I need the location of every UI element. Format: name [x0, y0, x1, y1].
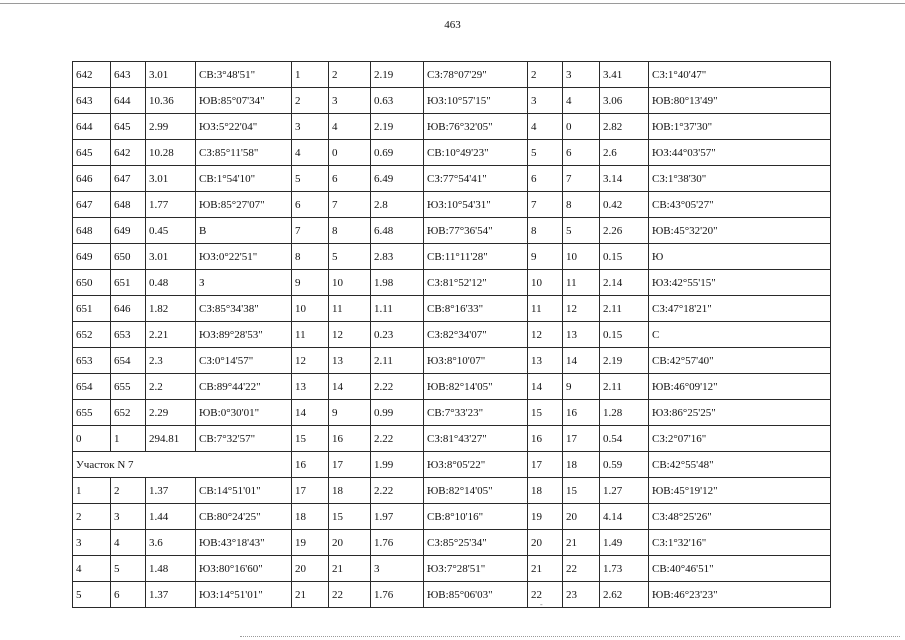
table-row: [73, 400, 831, 426]
table-cell: 0.23: [371, 322, 424, 348]
table-cell: 649: [111, 218, 146, 244]
table-cell: 2.8: [371, 192, 424, 218]
table-cell: 2.22: [371, 478, 424, 504]
table-cell: 13: [292, 374, 329, 400]
table-cell: 7: [528, 192, 563, 218]
table-cell: 7: [563, 166, 600, 192]
table-cell: 644: [73, 114, 111, 140]
bottom-rule: [240, 636, 900, 637]
table-cell: 643: [73, 88, 111, 114]
table-cell: 11: [528, 296, 563, 322]
table-cell: 23: [563, 582, 600, 608]
table-cell: 649: [73, 244, 111, 270]
table-cell: 650: [73, 270, 111, 296]
table-cell: 653: [111, 322, 146, 348]
table-cell: 643: [111, 62, 146, 88]
table-cell: 655: [73, 400, 111, 426]
table-cell: 2.22: [371, 426, 424, 452]
table-cell: 14: [329, 374, 371, 400]
table-cell: СВ:10°49'23": [424, 140, 528, 166]
table-cell: 16: [329, 426, 371, 452]
table-cell: 17: [563, 426, 600, 452]
table-cell: 2: [111, 478, 146, 504]
table-cell: 4: [73, 556, 111, 582]
table-cell: 1.97: [371, 504, 424, 530]
table-cell: СЗ:48°25'26": [649, 504, 831, 530]
table-cell: 654: [111, 348, 146, 374]
table-cell: ЮВ:76°32'05": [424, 114, 528, 140]
table-cell: 12: [563, 296, 600, 322]
table-cell: ЮВ:46°09'12": [649, 374, 831, 400]
table-cell: 651: [73, 296, 111, 322]
table-cell: СВ:8°10'16": [424, 504, 528, 530]
table-cell: 1.48: [146, 556, 196, 582]
table-cell: СВ:40°46'51": [649, 556, 831, 582]
table-cell: СЗ:47°18'21": [649, 296, 831, 322]
table-cell: 4.14: [600, 504, 649, 530]
table-row: [73, 426, 831, 452]
table-cell: 5: [111, 556, 146, 582]
table-cell: 2: [73, 504, 111, 530]
table-cell: ЮВ:82°14'05": [424, 478, 528, 504]
table-cell: 3.01: [146, 166, 196, 192]
table-cell: 1.76: [371, 530, 424, 556]
table-cell: 654: [73, 374, 111, 400]
table-cell: 10: [329, 270, 371, 296]
table-row: [73, 582, 831, 608]
table-cell: ЮЗ:5°22'04": [196, 114, 292, 140]
table-cell: 1.11: [371, 296, 424, 322]
table-cell: 1.27: [600, 478, 649, 504]
table-cell: 2.21: [146, 322, 196, 348]
table-cell: 22: [563, 556, 600, 582]
table-cell: 10: [292, 296, 329, 322]
table-cell: 642: [73, 62, 111, 88]
table-cell: ЮЗ:44°03'57": [649, 140, 831, 166]
table-row: [73, 322, 831, 348]
table-cell: 650: [111, 244, 146, 270]
table-cell: 2: [292, 88, 329, 114]
table-cell: 1.44: [146, 504, 196, 530]
table-cell: 6.48: [371, 218, 424, 244]
table-cell: 11: [329, 296, 371, 322]
table-cell: 2.3: [146, 348, 196, 374]
table-cell: 1.49: [600, 530, 649, 556]
table-cell: ЮЗ:10°57'15": [424, 88, 528, 114]
table-cell: 0.54: [600, 426, 649, 452]
table-cell: СЗ:1°40'47": [649, 62, 831, 88]
table-row: [73, 244, 831, 270]
table-cell: 644: [111, 88, 146, 114]
table-cell: 15: [292, 426, 329, 452]
table-cell: 1.37: [146, 582, 196, 608]
table-cell: 652: [73, 322, 111, 348]
table-cell: 646: [73, 166, 111, 192]
table-cell: 2.62: [600, 582, 649, 608]
table-cell: ЮЗ:8°10'07": [424, 348, 528, 374]
table-cell: СЗ:85°11'58": [196, 140, 292, 166]
table-cell: 5: [292, 166, 329, 192]
table-cell: 19: [528, 504, 563, 530]
table-cell: 1: [111, 426, 146, 452]
table-cell: 6: [563, 140, 600, 166]
table-cell: 16: [292, 452, 329, 478]
table-cell: СЗ:1°32'16": [649, 530, 831, 556]
table-cell: СЗ:85°34'38": [196, 296, 292, 322]
table-cell: 11: [292, 322, 329, 348]
table-cell: 1: [292, 62, 329, 88]
table-cell: 2.19: [371, 62, 424, 88]
table-cell: 294.81: [146, 426, 196, 452]
table-cell: 655: [111, 374, 146, 400]
table-cell: 4: [292, 140, 329, 166]
table-row: [73, 192, 831, 218]
table-cell: 3: [371, 556, 424, 582]
table-cell: 4: [563, 88, 600, 114]
table-cell: 20: [528, 530, 563, 556]
table-cell: СВ:43°05'27": [649, 192, 831, 218]
table-cell: 4: [111, 530, 146, 556]
table-cell: 13: [563, 322, 600, 348]
table-cell: 8: [292, 244, 329, 270]
table-cell: 3: [111, 504, 146, 530]
table-row: [73, 374, 831, 400]
table-cell: 7: [292, 218, 329, 244]
table-cell: 5: [73, 582, 111, 608]
table-row: [73, 478, 831, 504]
table-row: [73, 166, 831, 192]
table-cell: СЗ:85°25'34": [424, 530, 528, 556]
table-cell: 9: [528, 244, 563, 270]
table-cell: ЮЗ:42°55'15": [649, 270, 831, 296]
table-cell: Ю: [649, 244, 831, 270]
table-cell: ЮВ:0°30'01": [196, 400, 292, 426]
table-cell: СВ:8°16'33": [424, 296, 528, 322]
table-cell: 9: [292, 270, 329, 296]
table-cell: 22: [528, 582, 563, 608]
table-cell: 645: [111, 114, 146, 140]
table-cell: 1.98: [371, 270, 424, 296]
table-row: [73, 218, 831, 244]
table-cell: 9: [563, 374, 600, 400]
table-cell: 0.15: [600, 322, 649, 348]
table-cell: 3: [563, 62, 600, 88]
table-cell: 1.76: [371, 582, 424, 608]
table-cell: 7: [329, 192, 371, 218]
table-cell: 642: [111, 140, 146, 166]
table-cell: 646: [111, 296, 146, 322]
table-cell: 9: [329, 400, 371, 426]
table-cell: 2.22: [371, 374, 424, 400]
table-cell: 2.26: [600, 218, 649, 244]
table-cell: 20: [292, 556, 329, 582]
table-cell: 0: [329, 140, 371, 166]
table-row: [73, 88, 831, 114]
table-row: [73, 296, 831, 322]
table-cell: 1.28: [600, 400, 649, 426]
table-cell: СВ:89°44'22": [196, 374, 292, 400]
table-cell: 15: [528, 400, 563, 426]
table-cell: 648: [73, 218, 111, 244]
table-cell: 8: [563, 192, 600, 218]
table-cell: ЮЗ:86°25'25": [649, 400, 831, 426]
table-cell: ЮВ:85°06'03": [424, 582, 528, 608]
table-cell: 6: [111, 582, 146, 608]
table-cell: 17: [292, 478, 329, 504]
table-cell: 21: [329, 556, 371, 582]
top-rule: [0, 3, 905, 4]
table-cell: 3: [528, 88, 563, 114]
table-cell: 0.69: [371, 140, 424, 166]
table-cell: 20: [563, 504, 600, 530]
table-cell: СЗ:77°54'41": [424, 166, 528, 192]
table-cell: 1.77: [146, 192, 196, 218]
table-cell: 0.15: [600, 244, 649, 270]
table-cell: 22: [329, 582, 371, 608]
table-cell: ЮВ:45°19'12": [649, 478, 831, 504]
table-row: [73, 140, 831, 166]
table-cell: 2.82: [600, 114, 649, 140]
table-cell: 2.29: [146, 400, 196, 426]
table-cell: 647: [111, 166, 146, 192]
table-cell: 2.11: [600, 374, 649, 400]
table-cell: 3.01: [146, 244, 196, 270]
table-cell: 0.63: [371, 88, 424, 114]
table-cell: 16: [528, 426, 563, 452]
table-cell: СВ:11°11'28": [424, 244, 528, 270]
table-cell: 2.11: [371, 348, 424, 374]
table-row: [73, 556, 831, 582]
table-cell: 12: [528, 322, 563, 348]
table-cell: 18: [563, 452, 600, 478]
table-cell: 6: [292, 192, 329, 218]
table-cell: 15: [329, 504, 371, 530]
table-cell: 18: [528, 478, 563, 504]
table-cell: СВ:7°33'23": [424, 400, 528, 426]
table-cell: ЮЗ:80°16'60": [196, 556, 292, 582]
table-cell: 2.19: [371, 114, 424, 140]
table-cell: 8: [528, 218, 563, 244]
table-cell: ЮЗ:14°51'01": [196, 582, 292, 608]
table-cell: 6: [528, 166, 563, 192]
table-cell: 12: [292, 348, 329, 374]
table-cell: 3.6: [146, 530, 196, 556]
table-cell: З: [196, 270, 292, 296]
table-cell: СВ:3°48'51": [196, 62, 292, 88]
table-cell: 0: [563, 114, 600, 140]
table-cell: ЮЗ:7°28'51": [424, 556, 528, 582]
table-cell: СВ:80°24'25": [196, 504, 292, 530]
table-cell: 18: [292, 504, 329, 530]
table-cell: ЮВ:80°13'49": [649, 88, 831, 114]
table-cell: 16: [563, 400, 600, 426]
table-cell: ЮВ:82°14'05": [424, 374, 528, 400]
boundary-table: [72, 61, 831, 608]
table-cell: 0.42: [600, 192, 649, 218]
table-cell: ЮВ:46°23'23": [649, 582, 831, 608]
table-cell: 653: [73, 348, 111, 374]
table-cell: 20: [329, 530, 371, 556]
table-cell: 10.36: [146, 88, 196, 114]
table-cell: 2: [329, 62, 371, 88]
table-cell: ЮЗ:89°28'53": [196, 322, 292, 348]
table-cell: 21: [563, 530, 600, 556]
table-cell: 19: [292, 530, 329, 556]
table-cell: 2.6: [600, 140, 649, 166]
table-cell: В: [196, 218, 292, 244]
table-cell: 12: [329, 322, 371, 348]
table-cell: 4: [329, 114, 371, 140]
table-cell: ЮЗ:8°05'22": [424, 452, 528, 478]
table-cell: ЮВ:85°07'34": [196, 88, 292, 114]
table-cell: 11: [563, 270, 600, 296]
table-cell: 5: [563, 218, 600, 244]
table-cell: 3: [73, 530, 111, 556]
table-cell: 0: [73, 426, 111, 452]
table-cell: С: [649, 322, 831, 348]
table-cell: 3.01: [146, 62, 196, 88]
table-cell: 0.48: [146, 270, 196, 296]
table-cell: 14: [528, 374, 563, 400]
page-number: 463: [444, 19, 461, 31]
table-cell: 647: [73, 192, 111, 218]
table-cell: 2.19: [600, 348, 649, 374]
table-cell: 2.83: [371, 244, 424, 270]
table-cell: ЮВ:77°36'54": [424, 218, 528, 244]
table-cell: СЗ:2°07'16": [649, 426, 831, 452]
table-cell: 6.49: [371, 166, 424, 192]
table-cell: СЗ:81°52'12": [424, 270, 528, 296]
table-body: [73, 62, 831, 608]
table-cell: 1.37: [146, 478, 196, 504]
table-cell: 0.59: [600, 452, 649, 478]
table-cell: 17: [528, 452, 563, 478]
table-cell: 3: [329, 88, 371, 114]
table-cell: 10: [528, 270, 563, 296]
table-cell: 0.99: [371, 400, 424, 426]
table-cell: СВ:42°55'48": [649, 452, 831, 478]
table-cell: СВ:14°51'01": [196, 478, 292, 504]
table-cell: СЗ:1°38'30": [649, 166, 831, 192]
table-cell: ЮВ:85°27'07": [196, 192, 292, 218]
table-cell: 3: [292, 114, 329, 140]
table-cell: 14: [563, 348, 600, 374]
table-cell: СВ:7°32'57": [196, 426, 292, 452]
table-cell: СЗ:78°07'29": [424, 62, 528, 88]
table-cell: 14: [292, 400, 329, 426]
table-cell: 2.11: [600, 296, 649, 322]
table-cell: 648: [111, 192, 146, 218]
table-cell: 0.45: [146, 218, 196, 244]
table-cell: 1.82: [146, 296, 196, 322]
table-cell: 1.73: [600, 556, 649, 582]
table-row: [73, 270, 831, 296]
table-cell: СЗ:0°14'57": [196, 348, 292, 374]
table-cell: 21: [528, 556, 563, 582]
table-cell: 6: [329, 166, 371, 192]
table-cell: 18: [329, 478, 371, 504]
table-cell: 5: [329, 244, 371, 270]
table-cell: 652: [111, 400, 146, 426]
table-cell: 1.99: [371, 452, 424, 478]
table-cell: 17: [329, 452, 371, 478]
table-row: [73, 348, 831, 374]
table-row: [73, 114, 831, 140]
table-row: [73, 452, 831, 478]
table-row: [73, 62, 831, 88]
table-row: [73, 504, 831, 530]
table-cell: 2.99: [146, 114, 196, 140]
table-cell: 651: [111, 270, 146, 296]
table-cell: 10.28: [146, 140, 196, 166]
table-cell: СВ:1°54'10": [196, 166, 292, 192]
table-cell: 4: [528, 114, 563, 140]
table-cell: СВ:42°57'40": [649, 348, 831, 374]
table-cell: 1: [73, 478, 111, 504]
table-cell: СЗ:82°34'07": [424, 322, 528, 348]
table-cell: 3.41: [600, 62, 649, 88]
table-cell: 15: [563, 478, 600, 504]
table-cell: 5: [528, 140, 563, 166]
table-cell: 13: [329, 348, 371, 374]
section-heading-cell: Участок N 7: [73, 452, 292, 478]
table-cell: 21: [292, 582, 329, 608]
table-cell: 8: [329, 218, 371, 244]
table-row: [73, 530, 831, 556]
table-cell: ЮВ:43°18'43": [196, 530, 292, 556]
table-cell: СЗ:81°43'27": [424, 426, 528, 452]
table-cell: ЮЗ:0°22'51": [196, 244, 292, 270]
table-cell: 2.14: [600, 270, 649, 296]
table-cell: 645: [73, 140, 111, 166]
table-cell: 10: [563, 244, 600, 270]
table-cell: 3.14: [600, 166, 649, 192]
corner-mark: -: [540, 600, 543, 609]
table-cell: 2.2: [146, 374, 196, 400]
table-cell: 2: [528, 62, 563, 88]
table-cell: ЮЗ:10°54'31": [424, 192, 528, 218]
table-cell: ЮВ:1°37'30": [649, 114, 831, 140]
table-cell: 3.06: [600, 88, 649, 114]
table-cell: 13: [528, 348, 563, 374]
table-cell: ЮВ:45°32'20": [649, 218, 831, 244]
